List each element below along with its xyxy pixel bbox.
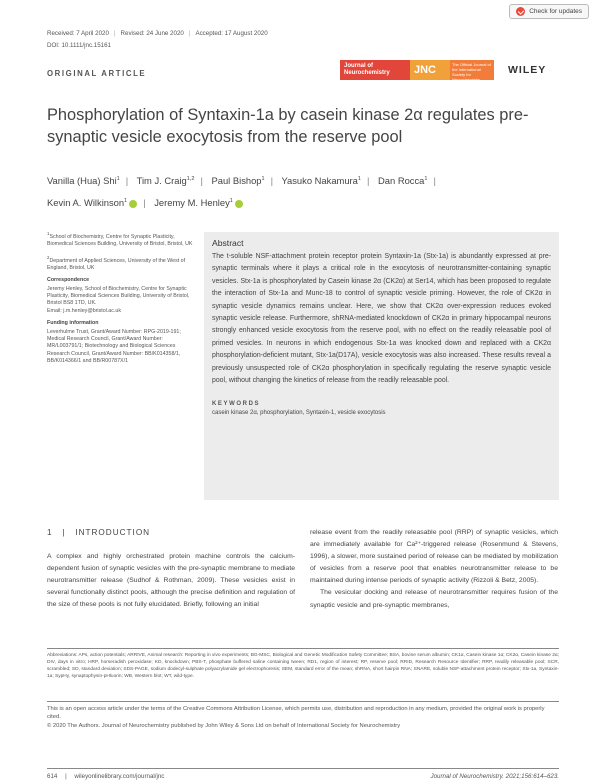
funding-text: Leverhulme Trust, Grant/Award Number: RPG-2019-191; Medical Research Council, Grant/Award Number: MR/L003791/1; Biotechnology and Biological Sciences Research Council, Grant/Award Number: BB/K014358/1, BB/K014366/1 and BB/R00787X/1 [47,328,181,365]
article-title: Phosphorylation of Syntaxin-1a by casein kinase 2α regulates pre-synaptic vesicle exocytosis from the reserve pool [47,106,529,146]
abstract-heading: Abstract [212,238,244,248]
body-column-right [310,527,558,612]
abstract-box [204,232,559,500]
keywords-heading: KEYWORDS [212,401,261,408]
affiliation-text: School of Biochemistry, Centre for Synaptic Plasticity, Biomedical Sciences Building, University of Bristol, Bristol, UK [47,233,193,248]
correspondence-heading: Correspondence [47,277,90,284]
article-dates [47,30,268,37]
author[interactable]: Tim J. Craig [136,175,187,187]
orcid-icon[interactable] [129,200,137,208]
body-column-left: A complex and highly orchestrated protein machine controls the calcium-dependent fusion of synaptic vesicles with the pre-synaptic membrane to mediate neurotransmitter release (Sudhof & Rothman, 2009). These vesicles exist in several functionally distinct pools, although the precise definition and regulation of the size of these pools is not fully elucidated. Briefly, following an initial [47,553,295,609]
doi[interactable]: DOI: 10.1111/jnc.15161 [47,42,111,49]
body-paragraph: The vesicular docking and release of neurotransmitter requires fusion of the synaptic vesicle and pre-synaptic membranes, [310,589,558,609]
author[interactable]: Jeremy M. Henley [154,197,230,209]
page-number: 614 [47,773,58,780]
correspondence-email[interactable]: Email: j.m.henley@bristol.ac.uk [47,307,121,314]
received-date: Received: 7 April 2020 [47,30,109,37]
funding [47,320,193,365]
correspondence [47,277,193,315]
license-notice [47,705,559,730]
check-for-updates-label: Check for updates [529,8,582,15]
publisher-logo: WILEY [508,64,547,76]
abstract-text: The t-soluble NSF-attachment protein receptor protein Syntaxin-1a (Stx-1a) is abundantly expressed at pre-synaptic terminals where it plays a critical role in the exocytosis of neurotransmitter-containing synaptic vesicles. Stx-1a is phosphorylated by Casein kinase 2α (CK2α) at Ser14, which has been proposed to regulate the interaction of Stx-1a and Munc-18 to control of synaptic vesicle priming. However, the role of CK2α in synaptic vesicle dynamics remains unclear. Here, we show that CK2α over-expression reduces evoked synaptic vesicle release. Furthermore, shRNA-mediated knockdown of CK2α in primary hippocampal neurons strongly enhanced vesicle exocytosis from the reserve pool, with no effect on the readily releasable pool of primed vesicles. In neurons in which endogenous Stx-1a was knocked down and replaced with a CK2α phosphorylation-deficient mutant, Stx-1a(D17A), vesicle exocytosis was also increased. These results reveal a previously unsuspected role of CK2α phosphorylation in specifically regulating the reserve synaptic vesicle pool, without changing the kinetics of release from the readily releasable pool. [212,253,551,385]
journal-citation: Journal of Neurochemistry. 2021;156:614–623. [430,773,559,780]
date-separator: | [188,30,191,37]
funding-heading: Funding information [47,320,99,327]
divider [47,701,559,702]
author-affiliation-mark: 1 [424,176,428,182]
journal-name: Journal of Neurochemistry [340,60,410,80]
orcid-icon[interactable] [235,200,243,208]
author[interactable]: Yasuko Nakamura [281,175,358,187]
revised-date: Revised: 24 June 2020 [120,30,184,37]
section-heading-introduction: 1 | INTRODUCTION [47,528,151,537]
date-separator: | [113,30,116,37]
affiliation-number: 2 [47,254,50,260]
author-affiliation-mark: 1 [229,198,233,205]
author[interactable]: Dan Rocca [378,175,425,187]
license-text: This is an open access article under the terms of the Creative Commons Attribution License, which permits use, distribution and reproduction in any medium, provided the original work is properly cited. [47,706,545,721]
body-paragraph: release event from the readily releasable pool (RRP) of synaptic vesicles, which are immediately available for Ca²⁺-triggered release (Rosenmund & Stevens, 1996), a slower, more sustained period of release can be mediated by mobilization of vesicles from a reserve pool that enables neurotransmitter release to be maintained during intense periods of synaptic activity (Rizzoli & Betz, 2005). [310,529,558,585]
author-affiliation-mark: 1 [357,176,361,182]
affiliation-text: Department of Applied Sciences, University of the West of England, Bristol, UK [47,257,186,271]
author[interactable]: Paul Bishop [211,175,262,187]
affiliation [47,230,193,249]
copyright-text: © 2020 The Authors. Journal of Neurochemistry published by John Wiley & Sons Ltd on behalf of International Society for Neurochemistry [47,722,401,729]
article-type: ORIGINAL ARTICLE [47,69,147,78]
author-affiliation-mark: 1,2 [186,176,195,182]
divider [47,648,559,649]
journal-abbr: JNC [410,60,450,80]
author[interactable]: Kevin A. Wilkinson [47,197,125,209]
author[interactable]: Vanilla (Hua) Shi [47,175,117,187]
journal-website-link[interactable]: wileyonlinelibrary.com/journal/jnc [74,773,165,780]
page-footer [47,773,559,780]
affiliation-number: 1 [47,231,50,236]
check-badge-icon [516,7,525,16]
article-info-sidebar [47,230,193,371]
abbreviations: Abbreviations: APs, action potentials; ARRIVE, Animal research: Reporting in vivo experiments; BG-MSC, Biological and Genetic Modification Safety Committee; BSA, bovine serum albumin; CK1α, Casein kinase 1α; CK2α, Casein kinase 2α; DIV, days in vitro; HRP, horseradish peroxidase; KD, knockdown; PBS-T, phosphate buffered saline containing tween; RD1, region of interest; RP, reserve pool; RRID, Research Resource Identifier; RRP, readily releasable pool; SCR, scrambled; SD, standard deviation; SDS-PAGE, sodium dodecyl-sulphate polyacrylamide gel electrophoresis; SEM, standard error of the mean; shRNA, short hairpin RNA; SNARE, soluble NSF-attachment protein receptor; Stx-1a, Syntaxin-1a; SypHy, synaptophysin-pHluorin; WB, Western blot; WT, wild-type. [47,653,559,679]
correspondence-text: Jeremy Henley, School of Biochemistry, Centre for Synaptic Plasticity, Biomedical Sciences Building, University of Bristol, Bristol BS8 1TD, UK. [47,285,190,307]
divider [47,768,559,769]
check-for-updates-button[interactable] [509,4,589,19]
accepted-date: Accepted: 17 August 2020 [195,30,268,37]
author-list: Vanilla (Hua) Shi$^1$ | Tim J. Craig$^{1,2}$ | Paul Bishop$^1$ | Yasuko Nakamura$^1$ | Dan Rocca$^1$ | Kevin A. Wilkinson$^1$ | Jeremy M. Henley$^1$ [47,175,436,209]
author-affiliation-mark: 1 [116,176,120,182]
journal-society: The Official Journal of the International Society for Neurochemistry [450,60,494,80]
footer-separator: | [65,773,67,780]
affiliation [47,254,193,273]
author-affiliation-mark: 1 [261,176,265,182]
journal-logo [340,60,494,80]
keywords-text: casein kinase 2α, phosphorylation, Syntaxin-1, vesicle exocytosis [212,410,386,417]
author-affiliation-mark: 1 [124,198,128,205]
